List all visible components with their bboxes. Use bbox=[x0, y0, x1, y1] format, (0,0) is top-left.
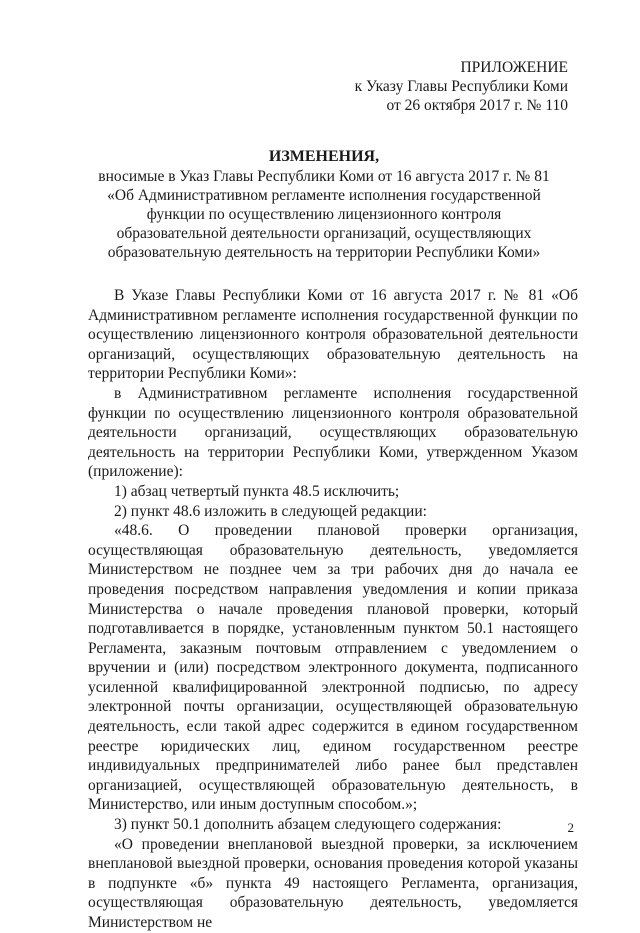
title-line-2: «Об Административном регламенте исполнения государственной bbox=[107, 187, 541, 204]
document-title bbox=[80, 147, 568, 262]
paragraph-regulation: в Административном регламенте исполнения государственной функции по осуществлению лицензионного контроля образовательной деятельности организаций, осуществляющих образовательную деятельность на территории Республики Коми, утвержденном Указом (приложение): bbox=[88, 384, 578, 481]
appendix-label: ПРИЛОЖЕНИЕ bbox=[460, 59, 568, 76]
title-line-4: образовательной деятельности организаций, осуществляющих bbox=[116, 225, 532, 242]
page-number: 2 bbox=[567, 820, 574, 835]
title-heading: ИЗМЕНЕНИЯ, bbox=[268, 148, 380, 165]
title-line-5: образовательную деятельность на территории Республики Коми» bbox=[107, 244, 541, 261]
document-body bbox=[88, 286, 578, 933]
paragraph-item-1: 1) абзац четвертый пункта 48.5 исключить; bbox=[114, 482, 400, 500]
title-line-1: вносимые в Указ Главы Республики Коми от 16 августа 2017 г. № 81 bbox=[98, 168, 550, 185]
appendix-reference: к Указу Главы Республики Коми bbox=[354, 78, 568, 95]
appendix-header bbox=[355, 58, 568, 115]
paragraph-intro: В Указе Главы Республики Коми от 16 августа 2017 г. № 81 «Об Административном регламенте исполнения государственной функции по осуществлению лицензионного контроля образовательной деятельности организаций, осуществляющих образовательную деятельность на территории Республики Коми»: bbox=[88, 287, 578, 383]
paragraph-item-2: 2) пункт 48.6 изложить в следующей редакции: bbox=[114, 502, 427, 520]
paragraph-50-1-addition: «О проведении внеплановой выездной проверки, за исключением внеплановой выездной проверки, основания проведения которой указаны в подпункте «б» пункта 49 настоящего Регламента, организация, осуществляющая образовательную деятельность, уведомляется Министерством не bbox=[88, 835, 578, 931]
paragraph-48-6: «48.6. О проведении плановой проверки организация, осуществляющая образовательную деятельность, уведомляется Министерством не позднее чем за три рабочих дня до начала ее проведения посредством направления уведомления и копии приказа Министерства о начале проведения плановой проверки, который подготавливается в порядке, установленным пунктом 50.1 настоящего Регламента, заказным почтовым отправлением с уведомлением о вручении и (или) посредством электронного документа, подписанного усиленной квалифицированной электронной подписью, по адресу электронной почты организации, осуществляющей образовательную деятельность, если такой адрес содержится в едином государственном реестре юридических лиц, едином государственном реестре индивидуальных предпринимателей либо ранее был представлен организацией, осуществляющей образовательную деятельность, в Министерство, или иным доступным способом.»; bbox=[88, 522, 578, 814]
appendix-date: от 26 октября 2017 г. № 110 bbox=[386, 97, 568, 114]
title-line-3: функции по осуществлению лицензионного контроля bbox=[146, 206, 502, 223]
paragraph-item-3: 3) пункт 50.1 дополнить абзацем следующего содержания: bbox=[114, 816, 502, 834]
